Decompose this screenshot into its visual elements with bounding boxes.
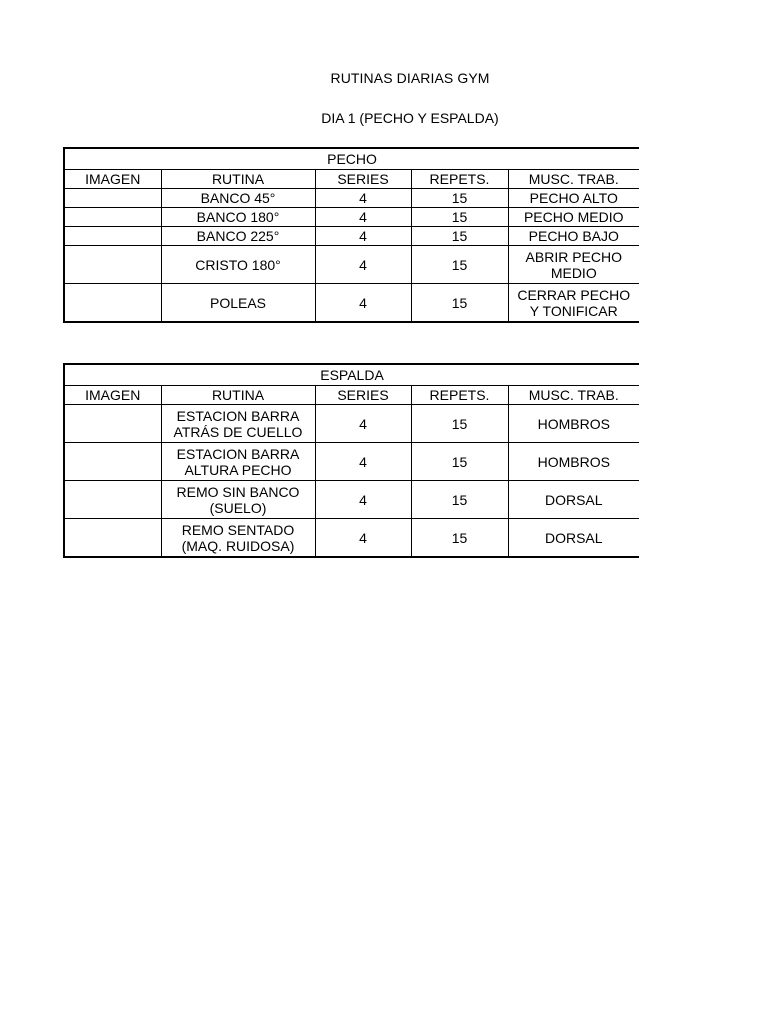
table-row [64, 481, 639, 519]
pecho-table [63, 147, 639, 323]
cell-series: 4 [315, 227, 411, 246]
cell-rutina: CRISTO 180° [161, 246, 315, 284]
cell-series: 4 [315, 519, 411, 558]
cell-series: 4 [315, 284, 411, 323]
table-row [64, 227, 639, 246]
cell-rutina: BANCO 225° [161, 227, 315, 246]
cell-repets: 15 [411, 405, 508, 443]
cell-musc: PECHO MEDIO [508, 208, 639, 227]
cell-series: 4 [315, 481, 411, 519]
cell-imagen [64, 405, 161, 443]
cell-rutina: POLEAS [161, 284, 315, 323]
cell-imagen [64, 284, 161, 323]
column-header-musc: MUSC. TRAB. [508, 170, 639, 189]
cell-musc: PECHO BAJO [508, 227, 639, 246]
table-row [64, 284, 639, 323]
column-header-rutina: RUTINA [161, 386, 315, 405]
table-row [64, 443, 639, 481]
cell-imagen [64, 481, 161, 519]
cell-series: 4 [315, 246, 411, 284]
cell-series: 4 [315, 443, 411, 481]
cell-imagen [64, 443, 161, 481]
table-row [64, 405, 639, 443]
cell-musc: ABRIR PECHO MEDIO [508, 246, 639, 284]
document-subtitle: DIA 1 (PECHO Y ESPALDA) [321, 110, 499, 126]
table-row [64, 208, 639, 227]
cell-series: 4 [315, 405, 411, 443]
cell-musc: DORSAL [508, 519, 639, 558]
cell-repets: 15 [411, 227, 508, 246]
table-row [64, 189, 639, 208]
column-header-series: SERIES [315, 170, 411, 189]
cell-repets: 15 [411, 284, 508, 323]
cell-musc: PECHO ALTO [508, 189, 639, 208]
section-header-pecho: PECHO [64, 148, 639, 170]
cell-imagen [64, 189, 161, 208]
cell-repets: 15 [411, 189, 508, 208]
column-header-repets: REPETS. [411, 386, 508, 405]
section-header-espalda: ESPALDA [64, 364, 639, 386]
document-title: RUTINAS DIARIAS GYM [330, 70, 490, 86]
cell-rutina: REMO SENTADO (MAQ. RUIDOSA) [161, 519, 315, 558]
cell-repets: 15 [411, 208, 508, 227]
cell-repets: 15 [411, 246, 508, 284]
column-header-musc: MUSC. TRAB. [508, 386, 639, 405]
table-row [64, 246, 639, 284]
column-header-imagen: IMAGEN [64, 386, 161, 405]
column-header-row [64, 386, 639, 405]
espalda-table [63, 363, 639, 558]
cell-musc: HOMBROS [508, 405, 639, 443]
cell-repets: 15 [411, 443, 508, 481]
cell-imagen [64, 208, 161, 227]
cell-rutina: ESTACION BARRA ALTURA PECHO [161, 443, 315, 481]
cell-rutina: ESTACION BARRA ATRÁS DE CUELLO [161, 405, 315, 443]
column-header-imagen: IMAGEN [64, 170, 161, 189]
cell-musc: HOMBROS [508, 443, 639, 481]
cell-rutina: BANCO 180° [161, 208, 315, 227]
cell-repets: 15 [411, 519, 508, 558]
cell-musc: CERRAR PECHO Y TONIFICAR [508, 284, 639, 323]
cell-rutina: BANCO 45° [161, 189, 315, 208]
cell-imagen [64, 519, 161, 558]
cell-musc: DORSAL [508, 481, 639, 519]
cell-series: 4 [315, 208, 411, 227]
cell-repets: 15 [411, 481, 508, 519]
cell-imagen [64, 246, 161, 284]
cell-rutina: REMO SIN BANCO (SUELO) [161, 481, 315, 519]
cell-imagen [64, 227, 161, 246]
table-row [64, 519, 639, 558]
column-header-repets: REPETS. [411, 170, 508, 189]
column-header-row [64, 170, 639, 189]
column-header-rutina: RUTINA [161, 170, 315, 189]
column-header-series: SERIES [315, 386, 411, 405]
cell-series: 4 [315, 189, 411, 208]
